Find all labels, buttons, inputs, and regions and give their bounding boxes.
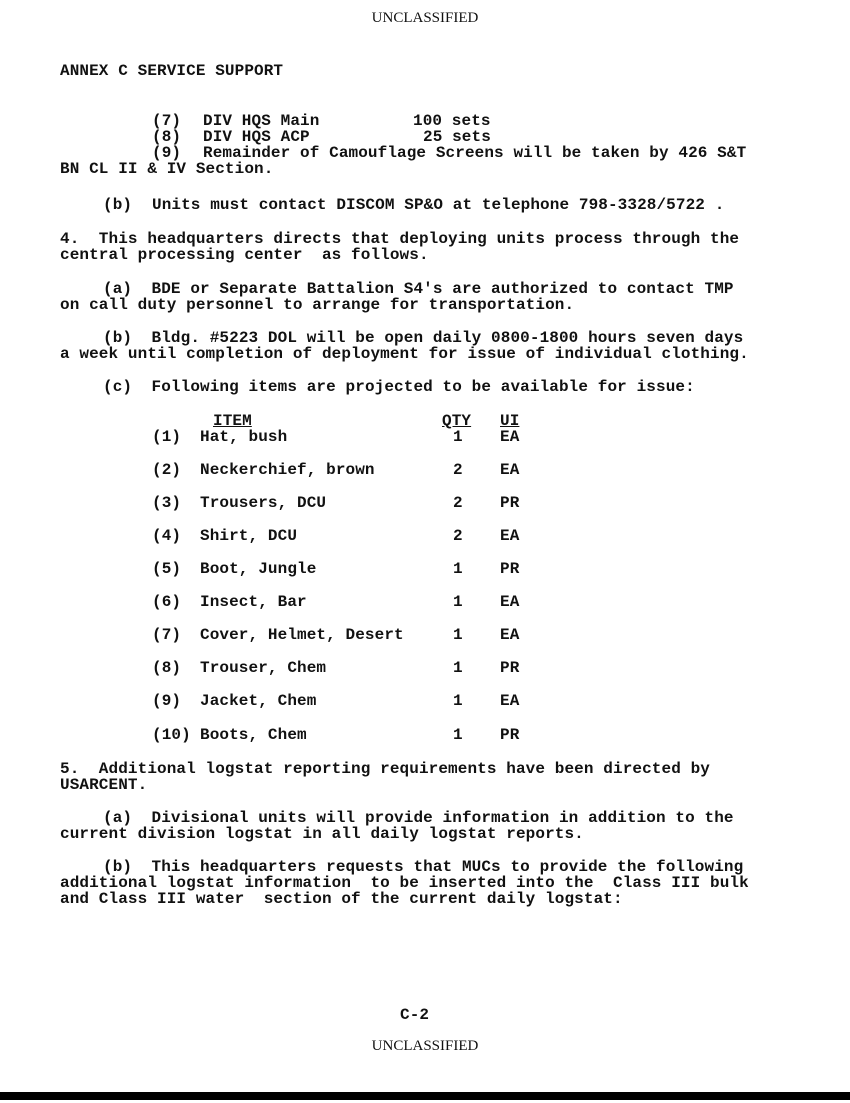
para-4b-line: a week until completion of deployment for issue of individual clothing.: [60, 345, 749, 363]
set-label: DIV HQS ACP: [203, 128, 310, 146]
row-unit: PR: [500, 560, 520, 578]
row-item: Jacket, Chem: [200, 692, 317, 710]
row-qty: 2: [453, 527, 463, 545]
row-item: Boots, Chem: [200, 726, 307, 744]
row-qty: 2: [453, 461, 463, 479]
row-qty: 1: [453, 626, 463, 644]
row-qty: 1: [453, 428, 463, 446]
row-unit: PR: [500, 659, 520, 677]
para-3b-text: Units must contact DISCOM SP&O at telephone 798-3328/5722 .: [152, 196, 725, 214]
bottom-border: [0, 1092, 850, 1100]
row-item: Trouser, Chem: [200, 659, 327, 677]
para-5-line: USARCENT.: [60, 776, 148, 794]
page-number: C-2: [400, 1006, 430, 1024]
row-number: (2): [152, 461, 182, 479]
row-unit: EA: [500, 461, 520, 479]
para-5b-line: additional logstat information to be inserted into the Class III bulk: [60, 874, 749, 892]
row-item: Neckerchief, brown: [200, 461, 375, 479]
row-number: (1): [152, 428, 182, 446]
para-4a-line: on call duty personnel to arrange for transportation.: [60, 296, 575, 314]
row-unit: PR: [500, 494, 520, 512]
row-number: (10): [152, 726, 191, 744]
row-qty: 1: [453, 659, 463, 677]
item9-num: (9): [152, 144, 182, 162]
para-4b-line: (b) Bldg. #5223 DOL will be open daily 0800-1800 hours seven days: [103, 329, 744, 347]
row-number: (5): [152, 560, 182, 578]
row-qty: 1: [453, 692, 463, 710]
row-qty: 1: [453, 726, 463, 744]
row-number: (6): [152, 593, 182, 611]
row-qty: 2: [453, 494, 463, 512]
para-5-line: 5. Additional logstat reporting requirements have been directed by: [60, 760, 711, 778]
row-unit: EA: [500, 626, 520, 644]
row-unit: EA: [500, 593, 520, 611]
row-item: Trousers, DCU: [200, 494, 327, 512]
row-item: Insect, Bar: [200, 593, 307, 611]
row-unit: PR: [500, 726, 520, 744]
row-item: Cover, Helmet, Desert: [200, 626, 404, 644]
classification-footer: UNCLASSIFIED: [371, 1038, 479, 1054]
row-number: (8): [152, 659, 182, 677]
row-qty: 1: [453, 593, 463, 611]
set-label: DIV HQS Main: [203, 112, 320, 130]
row-unit: EA: [500, 428, 520, 446]
para-5a-line: current division logstat in all daily logstat reports.: [60, 825, 584, 843]
item9-line: Remainder of Camouflage Screens will be taken by 426 S&T: [203, 144, 747, 162]
row-number: (3): [152, 494, 182, 512]
row-item: Boot, Jungle: [200, 560, 317, 578]
row-item: Shirt, DCU: [200, 527, 298, 545]
row-unit: EA: [500, 692, 520, 710]
row-number: (4): [152, 527, 182, 545]
para-4a-line: (a) BDE or Separate Battalion S4's are authorized to contact TMP: [103, 280, 734, 298]
para-4-line: 4. This headquarters directs that deploying units process through the: [60, 230, 740, 248]
classification-header: UNCLASSIFIED: [371, 10, 479, 26]
row-number: (7): [152, 626, 182, 644]
header-unit: UI: [500, 412, 520, 430]
set-num: (7): [152, 112, 182, 130]
para-5a-line: (a) Divisional units will provide information in addition to the: [103, 809, 734, 827]
item9-line: BN CL II & IV Section.: [60, 160, 274, 178]
set-qty: 100 sets: [413, 112, 491, 130]
para-5b-line: (b) This headquarters requests that MUCs to provide the following: [103, 858, 744, 876]
set-num: (8): [152, 128, 182, 146]
row-number: (9): [152, 692, 182, 710]
row-item: Hat, bush: [200, 428, 288, 446]
header-item: ITEM: [213, 412, 252, 430]
row-qty: 1: [453, 560, 463, 578]
annex-title: ANNEX C SERVICE SUPPORT: [60, 62, 284, 80]
para-4c-text: (c) Following items are projected to be available for issue:: [103, 378, 695, 396]
para-5b-line: and Class III water section of the current daily logstat:: [60, 890, 623, 908]
header-qty: QTY: [442, 412, 472, 430]
para-4-line: central processing center as follows.: [60, 246, 429, 264]
row-unit: EA: [500, 527, 520, 545]
para-3b-num: (b): [103, 196, 133, 214]
set-qty: 25 sets: [423, 128, 491, 146]
